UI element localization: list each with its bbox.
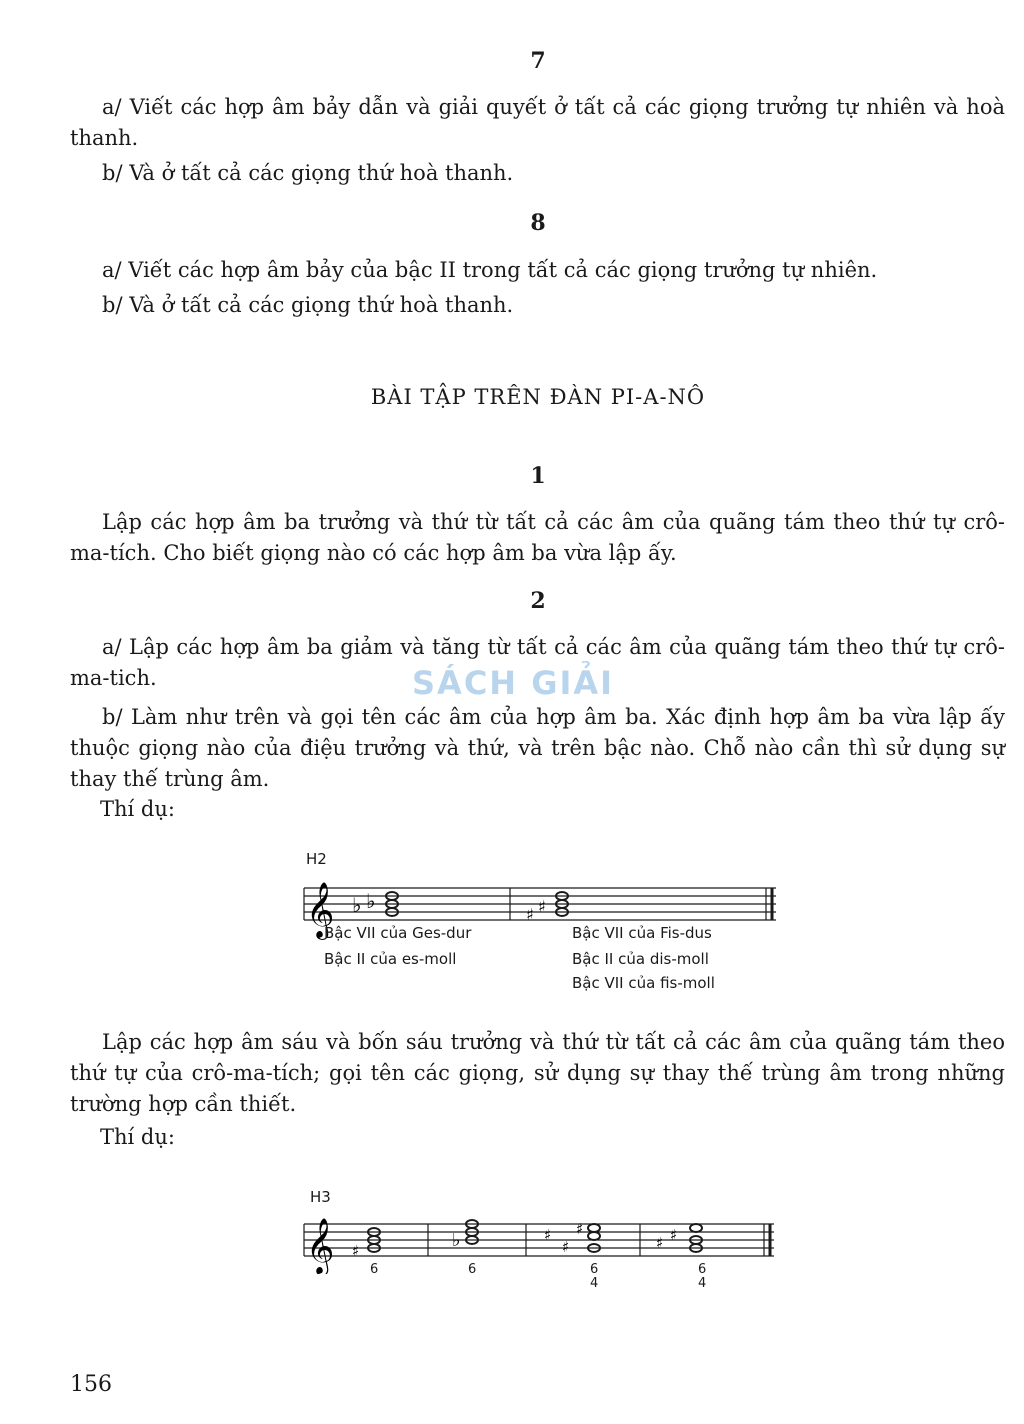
- watermark-logo: SÁCH GIẢI: [412, 664, 615, 702]
- sharp-sign-icon: ♯: [562, 1238, 570, 1256]
- flat-sign-icon: ♭: [352, 893, 362, 917]
- caption-h2-left-1: Bậc VII của Ges-dur: [324, 924, 472, 942]
- figure-label-h2: H2: [306, 850, 327, 868]
- figured-bass-1: 6: [370, 1262, 379, 1277]
- figured-bass-2: 6: [468, 1262, 477, 1277]
- caption-h2-left-2: Bậc II của es-moll: [324, 950, 457, 968]
- figured-bass-4-lower: 4: [698, 1276, 707, 1291]
- sharp-sign-icon: ♯: [526, 905, 534, 924]
- treble-clef-icon: 𝄞: [306, 1218, 335, 1274]
- sharp-sign-icon: ♯: [538, 897, 546, 916]
- exercise-7b-text: b/ Và ở tất cả các giọng thứ hoà thanh.: [102, 161, 514, 185]
- piano-exercise-2a-text: a/ Lập các hợp âm ba giảm và tăng từ tất cả các âm của quãng tám theo thứ tự crô-ma-tich.: [70, 635, 1005, 690]
- page-number: 156: [70, 1372, 112, 1397]
- figured-bass-3-upper: 6: [590, 1262, 599, 1277]
- example-label: Thí dụ:: [100, 797, 175, 821]
- caption-h2-right-2: Bậc II của dis-moll: [572, 950, 709, 968]
- example-label-2: Thí dụ:: [100, 1125, 175, 1149]
- sharp-sign-icon: ♯: [670, 1226, 678, 1244]
- flat-sign-icon: ♭: [452, 1230, 461, 1251]
- piano-exercise-number-2: 2: [530, 588, 546, 614]
- caption-h2-right-3: Bậc VII của fis-moll: [572, 974, 715, 992]
- sharp-sign-icon: ♯: [576, 1220, 584, 1238]
- sharp-sign-icon: ♯: [544, 1226, 552, 1244]
- exercise-number-8: 8: [530, 210, 546, 236]
- exercise-8b-text: b/ Và ở tất cả các giọng thứ hoà thanh.: [102, 293, 514, 317]
- piano-exercise-3-text: Lập các hợp âm sáu và bốn sáu trưởng và thứ từ tất cả các âm của quãng tám theo thứ tự của crô-ma-tích; gọi tên các giọng, sử dụng sự thay thế trùng âm trong những trường hợp cần thiết.: [70, 1030, 1005, 1116]
- sharp-sign-icon: ♯: [656, 1234, 664, 1252]
- sharp-sign-icon: ♯: [352, 1242, 360, 1260]
- music-figure-h3: [300, 1188, 790, 1298]
- music-figure-h2: [300, 850, 800, 1000]
- exercise-7a-text: a/ Viết các hợp âm bảy dẫn và giải quyết ở tất cả các giọng trưởng tự nhiên và hoà thanh.: [70, 95, 1005, 150]
- caption-h2-right-1: Bậc VII của Fis-dus: [572, 924, 712, 942]
- piano-exercise-number-1: 1: [530, 463, 546, 489]
- section-title: BÀI TẬP TRÊN ĐÀN PI-A-NÔ: [370, 385, 706, 409]
- figure-label-h3: H3: [310, 1188, 331, 1206]
- exercise-number-7: 7: [530, 48, 546, 74]
- treble-clef-icon: 𝄞: [306, 882, 335, 938]
- piano-exercise-1-text: Lập các hợp âm ba trưởng và thứ từ tất cả các âm của quãng tám theo thứ tự crô-ma-tích. Cho biết giọng nào có các hợp âm ba vừa lập ấy.: [70, 510, 1005, 565]
- piano-exercise-2b-text: b/ Làm như trên và gọi tên các âm của hợp âm ba. Xác định hợp âm ba vừa lập ấy thuộc giọng nào của điệu trưởng và thứ, và trên bậc nào. Chỗ nào cần thì sử dụng sự thay thế trùng âm.: [70, 705, 1005, 791]
- flat-sign-icon: ♭: [366, 889, 376, 913]
- exercise-8a-text: a/ Viết các hợp âm bảy của bậc II trong tất cả các giọng trưởng tự nhiên.: [102, 258, 878, 282]
- figured-bass-3-lower: 4: [590, 1276, 599, 1291]
- figured-bass-4-upper: 6: [698, 1262, 707, 1277]
